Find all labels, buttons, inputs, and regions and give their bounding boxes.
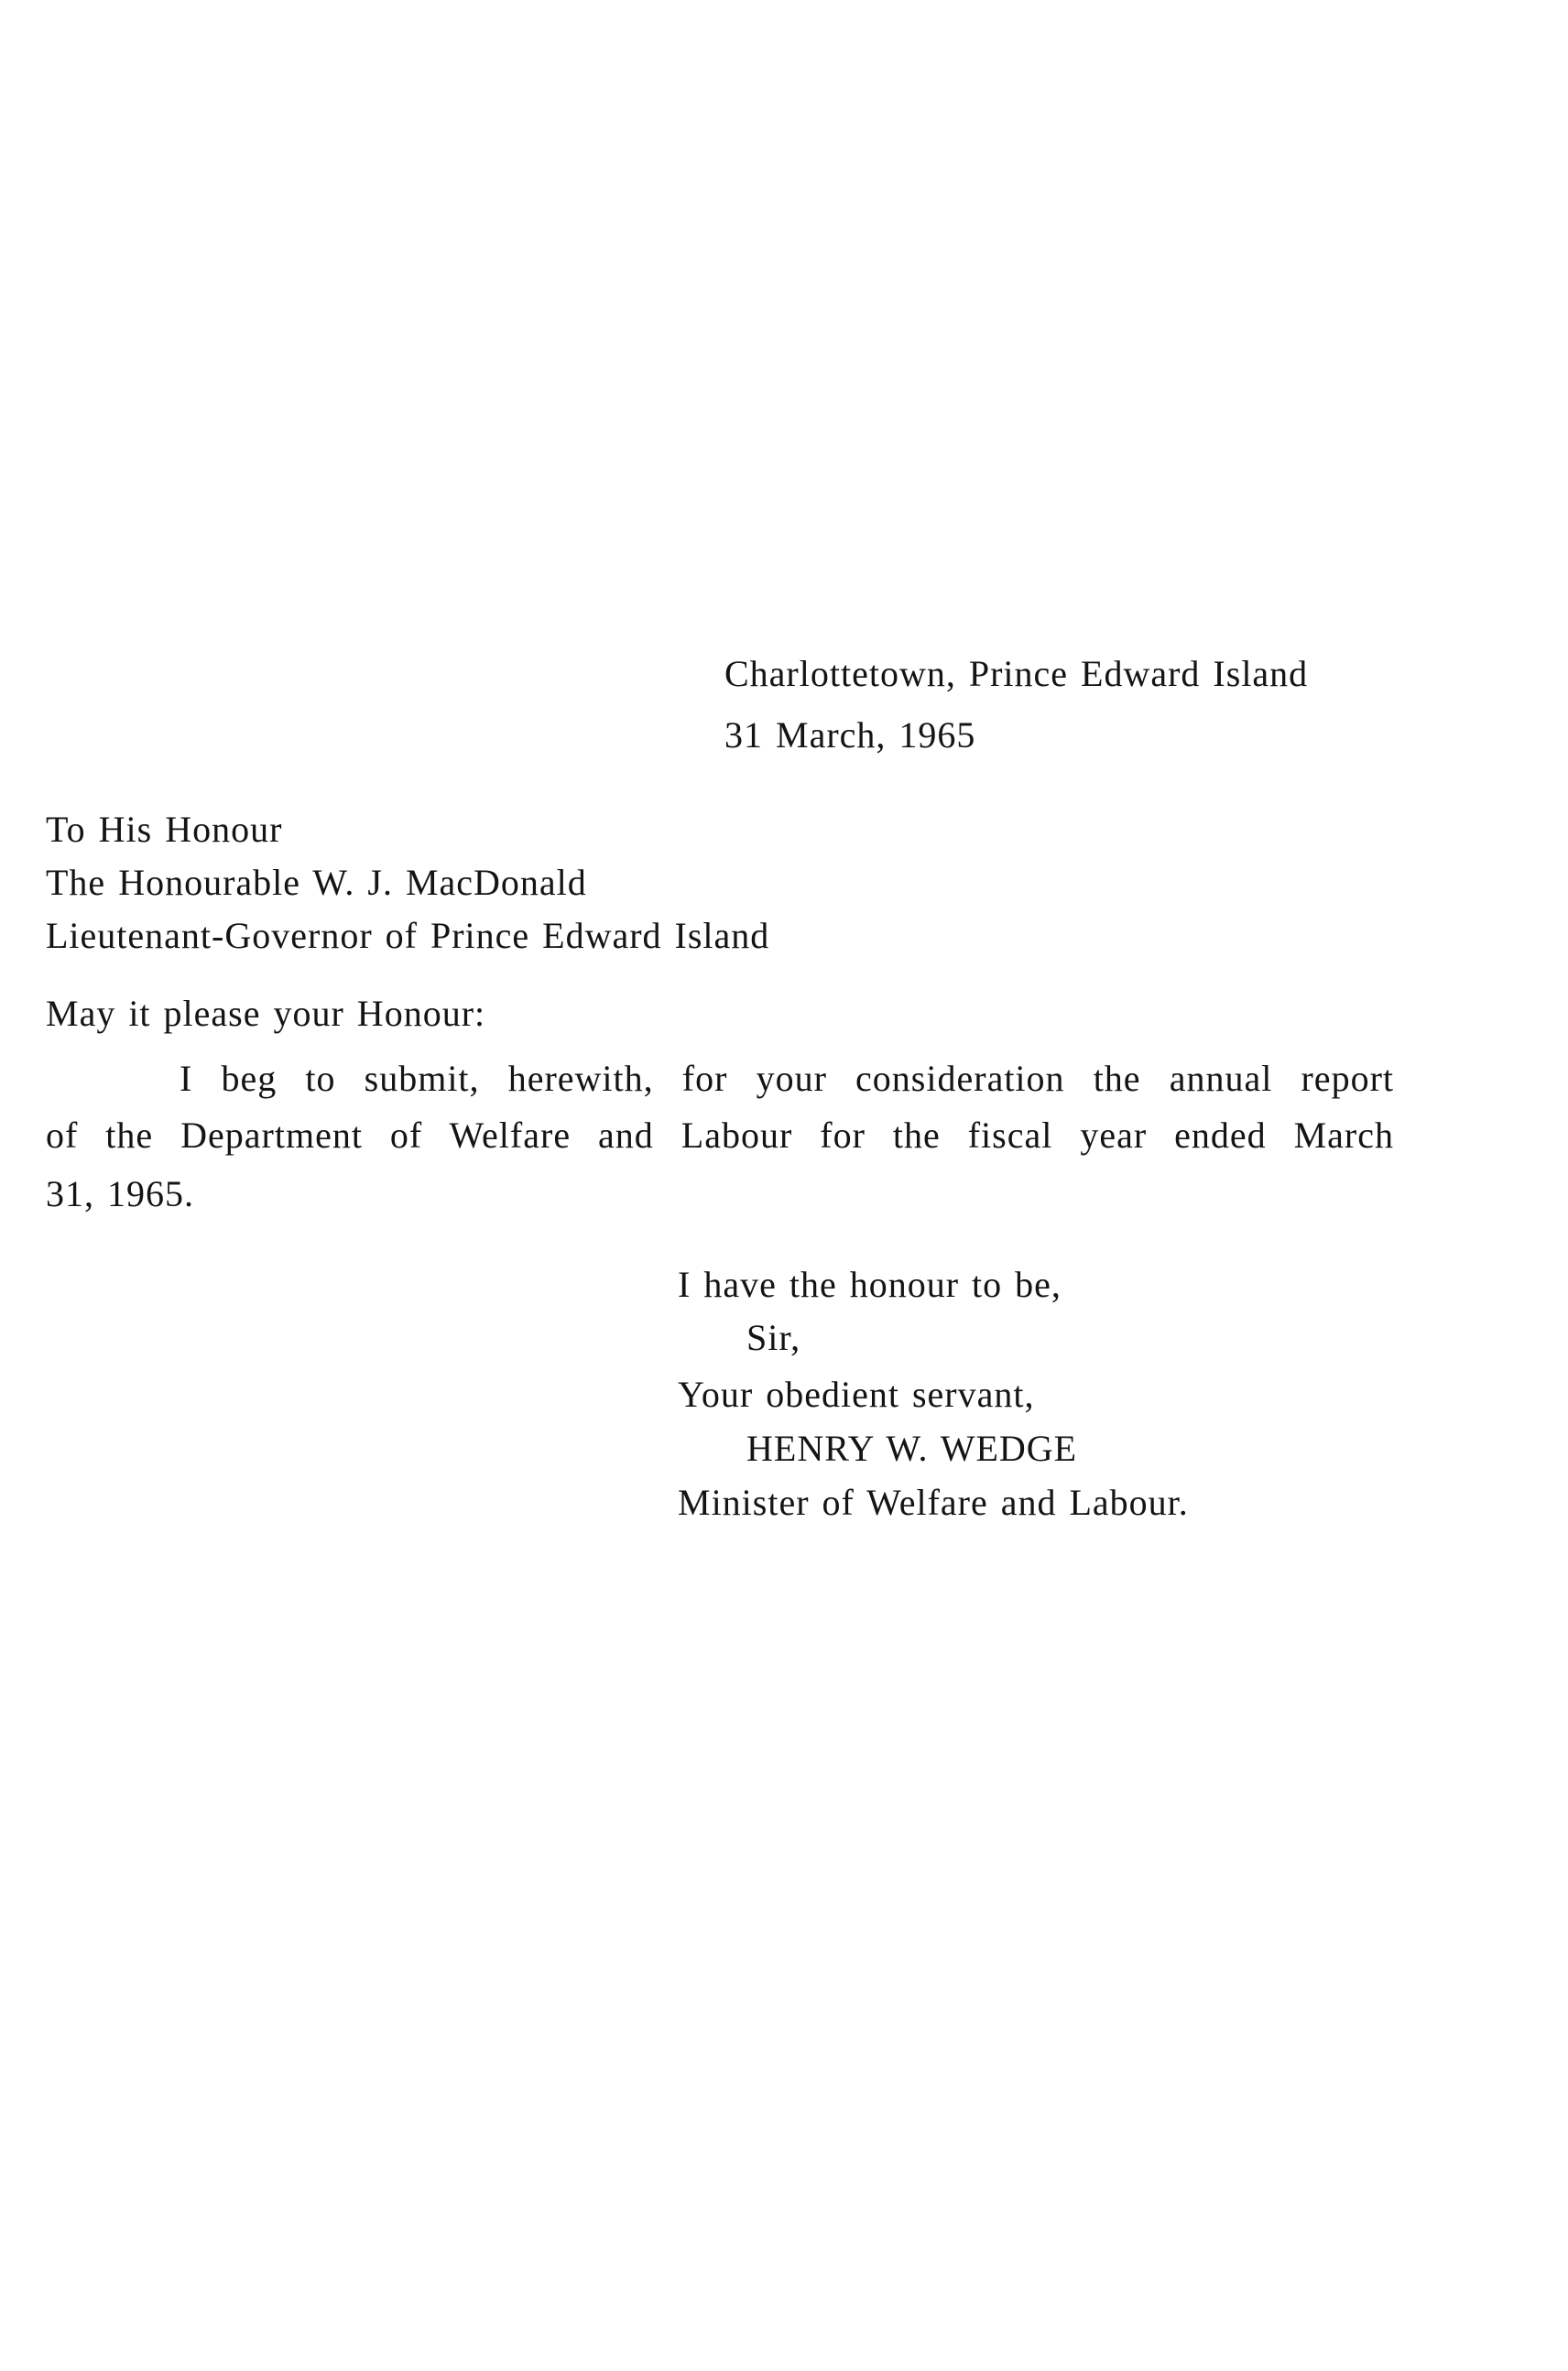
letter-date: 31 March, 1965 xyxy=(724,714,976,756)
body-line-3: 31, 1965. xyxy=(46,1173,194,1214)
closing-line-1: I have the honour to be, xyxy=(678,1264,1062,1305)
body-line-1: I beg to submit, herewith, for your consideration the annual report xyxy=(180,1058,1394,1099)
salutation: May it please your Honour: xyxy=(46,993,486,1034)
address-line-3: Lieutenant-Governor of Prince Edward Island xyxy=(46,915,770,956)
body-line-2: of the Department of Welfare and Labour for the fiscal year ended March xyxy=(46,1115,1394,1156)
signatory-title: Minister of Welfare and Labour. xyxy=(678,1482,1189,1523)
closing-line-3: Your obedient servant, xyxy=(678,1374,1035,1415)
address-line-1: To His Honour xyxy=(46,809,283,850)
signatory-name: HENRY W. WEDGE xyxy=(746,1428,1078,1469)
letter-place: Charlottetown, Prince Edward Island xyxy=(724,653,1309,694)
address-line-2: The Honourable W. J. MacDonald xyxy=(46,862,587,903)
closing-line-2: Sir, xyxy=(746,1317,801,1358)
